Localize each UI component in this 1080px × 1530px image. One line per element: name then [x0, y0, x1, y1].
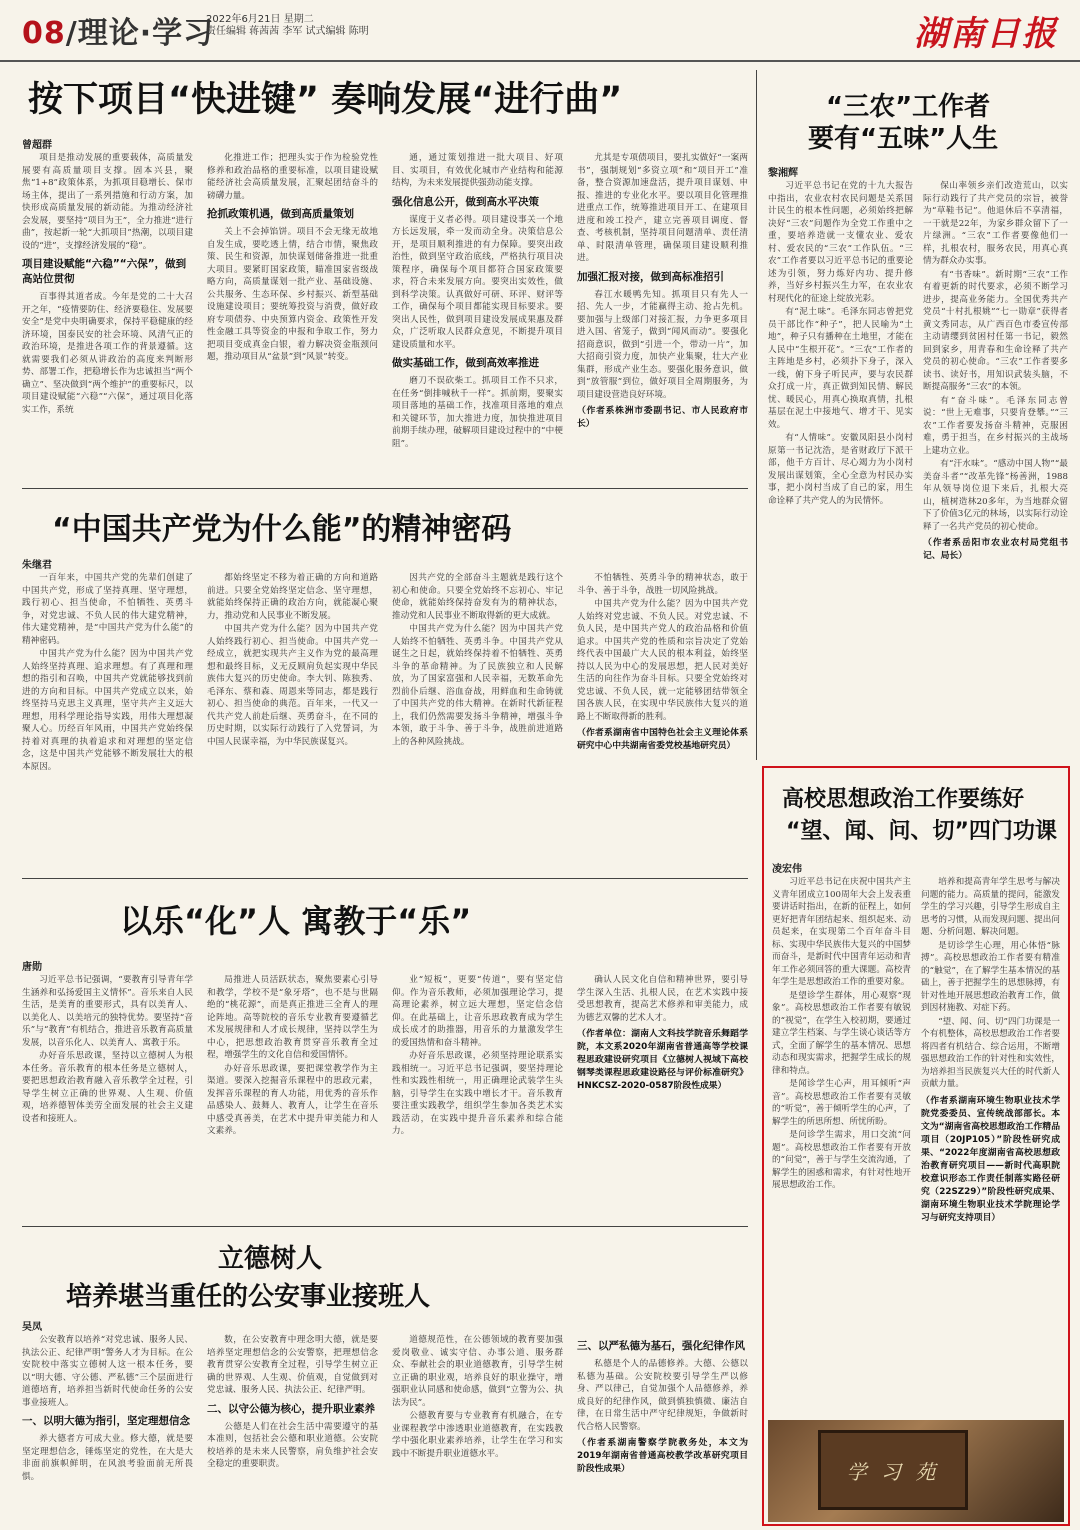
paragraph: 都始终坚定不移为着正确的方向和道路前进。只要全党始终坚定信念、坚守理想，就能始终保持正确的政治方向，就能凝心聚力，推动党和人民事业不断发展。 [207, 573, 378, 621]
article-3-col-3 [392, 572, 563, 872]
article-3-headline: “中国共产党为什么能”的精神密码 [52, 512, 512, 547]
divider [756, 70, 757, 760]
subheading: 二、以守公德为核心，提升职业素养 [207, 1402, 375, 1415]
subheading: 做实基础工作，做到高效率推进 [392, 357, 539, 369]
paragraph: 公德教育要与专业教育有机融合，在专业课程教学中渗透职业道德教育，在实践教学中强化职业素养培养，让学生在学习和实践中不断提升职业道德水平。 [392, 1411, 563, 1459]
article-1-author: 曾超群 [22, 140, 52, 151]
author-note: （作者系湖南警察学院教务处，本文为2019年湖南省普通高校教学改革研究项目阶段性成果） [577, 1438, 748, 1474]
paragraph: “望、闻、问、切”四门功课是一个有机整体，高校思想政治工作者要将四者有机结合、综合运用，不断增强思想政治工作的针对性和实效性，为培养担当民族复兴大任的时代新人贡献力量。 [921, 1016, 1060, 1089]
divider [22, 1226, 748, 1227]
article-6-col-2 [207, 1334, 378, 1524]
paragraph: 数，在公安教育中理念明大德，就是要培养坚定理想信念的公安警察，把理想信念教育贯穿公安教育全过程，引导学生树立正确的世界观、人生观、价值观，自觉做到对党忠诚、服务人民、执法公正、纪律严明。 [207, 1335, 378, 1395]
article-1-headline: 按下项目“快进键” 奏响发展“进行曲” [28, 80, 623, 120]
paragraph: 办好音乐思政课，坚持以立德树人为根本任务。音乐教育的根本任务是立德树人，要把思想政治教育融入音乐教学全过程，引导学生树立正确的世界观、人生观、价值观，培养德智体美劳全面发展的社会主义建设者和接班人。 [22, 1051, 193, 1124]
article-4-author: 凌宏伟 [772, 864, 802, 875]
paragraph: 一百年来，中国共产党的先辈们创建了中国共产党，形成了坚持真理、坚守理想，践行初心、担当使命，不怕牺牲、英勇斗争，对党忠诚、不负人民的伟大建党精神，伟大建党精神，是“中国共产党为什么能”的精神密码。 [22, 573, 193, 646]
article-4-col-2 [921, 876, 1060, 1414]
article-6-col-1 [22, 1334, 193, 1524]
paragraph: 公安教育以培养“对党忠诚、服务人民、执法公正、纪律严明”警务人才为目标。在公安院校中落实立德树人这一根本任务，要以“明大德、守公德、严私德”三个层面进行道德培育，培养担当新时代使命任务的公安事业接班人。 [22, 1335, 193, 1408]
article-3-body [22, 572, 748, 872]
paragraph: 百事得其道者成。今年是党的二十大召开之年，“疫情要防住、经济要稳住、发展要安全”是党中央明确要求，保持平稳健康的经济环境，国泰民安的社会环境、风清气正的政治环境，是推进各项工作的背景遵循。这就需要我们必须从讲政治的高度来判断形势、部署工作，把稳增长作为忠诚担当“两个确立”、坚决做到“两个维护”的重要标尺，以项目建设赋能“六稳”“六保”，通过项目化落实工作，系统 [22, 292, 193, 415]
divider [22, 878, 748, 879]
paragraph: 办好音乐思政课，必须坚持理论联系实践相统一。习近平总书记强调，要坚持理论性和实践性相统一，用正确理论武装学生头脑，引导学生在实践中增长才干。音乐教育要注重实践教学，组织学生参加各类艺术实践活动，在实践中提升音乐素养和综合能力。 [392, 1051, 563, 1136]
staff-line: 责任编辑 蒋茜茜 李军 试式编辑 陈明 [206, 26, 369, 37]
author-note: （作者系湖南省中国特色社会主义理论体系研究中心中共湖南省委党校基地研究员） [577, 728, 748, 751]
article-3-col-4 [577, 572, 748, 872]
article-2-col-2 [923, 180, 1068, 758]
subheading: 抢抓政策机遇，做到高质量策划 [207, 208, 354, 220]
paragraph: 是切诊学生心理，用心体悟“脉搏”。高校思想政治工作者要有精准的“触觉”，在了解学生基本情况的基础上，善于把握学生的思想脉搏，有针对性地开展思想政治教育工作，做到因材施教、对症下药。 [921, 940, 1060, 1013]
article-4-headline-line2: “望、闻、问、切”四门功课 [786, 819, 1057, 844]
subheading: 加强汇报对接，做到高标准招引 [577, 270, 724, 283]
article-2-body [768, 180, 1068, 758]
author-note: （作者系岳阳市农业农村局党组书记、局长） [923, 538, 1068, 561]
subheading: 三、以严私德为基石，强化纪律作风 [577, 1340, 745, 1352]
paragraph: 中国共产党为什么能？因为中国共产党人始终践行初心、担当使命。中国共产党一经成立，就把实现共产主义作为党的最高理想和最终目标，义无反顾肩负起实现中华民族伟大复兴的历史使命。李大钊、陈独秀、毛泽东、蔡和森、周恩来等同志，都是践行初心、担当使命的典范。百年来，一代又一代共产党人前赴后继、英勇奋斗，在不同的历史时期，以实际行动践行了入党誓词，为中国人民谋幸福，为中华民族谋复兴。 [207, 624, 378, 747]
paragraph: 春江水暖鸭先知。抓项目只有先人一招、先人一步，才能赢得主动、抢占先机。要加强与上级部门对接汇报，力争更多项目进入国、省笼子，做到“闻风而动”。要强化招商意识，做到“引进一个，带动一片”，加大招商引资力度，加快产业集聚，壮大产业集群，形成产业生态。要强化服务意识，做到“放管服”到位，做好项目全周期服务，为项目建设营造良好环境。 [577, 289, 748, 400]
paragraph: 谋度于义者必得。项目建设事关一个地方长远发展，牵一发而动全身。决策信息公开，是项目顺利推进的有力保障。要突出政治性，做到坚守政治底线，严格执行项目决策程序，确保每个项目都符合国家政策要求，符合未来发展方向。要突出实效性，做到科学决策。认真做好可研、环评、财评等工作，确保每个项目都能实现目标要求。要突出人民性，做到项目建设发展成果惠及群众，广泛听取人民群众意见，不断提升项目建设质量和水平。 [392, 214, 563, 350]
author-note: （作者系株洲市委副书记、市人民政府市长） [577, 406, 748, 429]
article-3-author: 朱继君 [22, 560, 52, 571]
article-2-col-1 [768, 180, 913, 758]
section-name: 理论·学习 [77, 16, 215, 51]
article-5-col-1 [22, 974, 193, 1220]
article-5-author: 唐勋 [22, 962, 42, 973]
plaque [818, 1430, 968, 1510]
subheading: 项目建设赋能“六稳”“六保”，做到高站位贯彻 [22, 258, 187, 285]
masthead [0, 0, 1080, 62]
article-4-body [772, 876, 1060, 1414]
article-5-body [22, 974, 748, 1220]
paragraph: 习近平总书记在党的十九大报告中指出，农业农村农民问题是关系国计民生的根本性问题，必须始终把解决好“三农”问题作为全党工作重中之重，要培养造就一支懂农业、爱农村、爱农民的“三农”工作队伍。“三农”工作者要以习近平总书记的重要论述为引领，努力炼好内功、提升修养，当好乡村振兴生力军，在农业农村现代化的征途上绽放光彩。 [768, 181, 913, 304]
page-section-label: 08/理论·学习 [22, 16, 215, 51]
paragraph: 中国共产党为什么能？因为中国共产党人始终对党忠诚、不负人民。对党忠诚、不负人民，是中国共产党人的政治品格和价值追求。中国共产党的性质和宗旨决定了党始终代表中国最广大人民的根本利益，始终坚持以人民为中心的发展思想，把人民对美好生活的向往作为奋斗目标。只要全党始终对党忠诚、不负人民，就一定能够团结带领全国各族人民，在实现中华民族伟大复兴的道路上不断取得新的胜利。 [577, 599, 748, 722]
paragraph: 有“汗水味”。“感动中国人物”“最美奋斗者”“改革先锋”杨善洲，1988年从领导岗位退下来后，扎根大亮山，植树造林20多年，为当地群众留下了价值3亿元的林场，以实际行动诠释了一名共产党员的初心使命。 [923, 459, 1068, 532]
subheading: 强化信息公开，做到高水平决策 [392, 195, 539, 208]
article-5-col-3 [392, 974, 563, 1220]
study-hall-photo [768, 1420, 1064, 1522]
paragraph: 有“奋斗味”。毛泽东同志曾说：“世上无难事，只要肯登攀。”“三农”工作者要发扬奋斗精神，克服困难，勇于担当，在乡村振兴的主战场上建功立业。 [923, 395, 1068, 456]
paragraph: 化推进工作；把理头实于作为检验党性修养和政治品格的重要标准，以项目建设赋能经济社会高质量发展，汇聚起团结奋斗的磅礴力量。 [207, 153, 378, 201]
paragraph: 项目是推动发展的重要载体，高质量发展要有高质量项目支撑。固本兴县，聚焦“1+8”政策体系，为抓项目稳增长、保市场主体，提出了一系列措施和行动方案，加快形成高质量发展的新动能。为推动经济社会发展，要坚持“项目为王”，全力推进“进行曲”，按起新一轮“大抓项目”热潮，以项目建设的“进”，支撑经济发展的“稳”。 [22, 153, 193, 251]
paragraph: 磨刀不误砍柴工。抓项目工作不只求，在任务“倒排喊秋千一样”。抓前期，要聚实项目落地的基础工作，找准项目落地的难点和关键环节，加大推进力度，加快推进项目前期手续办理，破解项目建设过程中的“中梗阻”。 [392, 376, 563, 449]
paragraph: 办好音乐思政课，要把课堂教学作为主渠道。要深入挖掘音乐课程中的思政元素，发挥音乐课程的育人功能，用优秀的音乐作品感染人、鼓舞人、教育人，让学生在音乐中感受真善美，在艺术中提升审美能力和人文素养。 [207, 1063, 378, 1136]
paragraph: 业“短板”，更要“传道”，要有坚定信仰。作为音乐教师，必须加强理论学习，提高理论素养，树立远大理想，坚定信念信仰。在此基础上，让音乐思政教育成为学生成长成才的助推器，用音乐的力量激发学生的爱国热情和奋斗精神。 [392, 975, 563, 1048]
paragraph: 有“泥土味”。毛泽东同志曾把党员干部比作“种子”，把人民喻为“土地”，种子只有播种在土地里，才能在人民中“生根开花”。“三农”工作者的主阵地是乡村，必须扑下身子，深入一线，俯下身子听民声，要与农民群众打成一片，真正做到知民情、解民忧、暖民心，用真心换取真情，扎根基层在泥土中接地气、增才干、见实效。 [768, 307, 913, 430]
paragraph: 培养和提高青年学生思考与解决问题的能力。高质量的提问，能激发学生的学习兴趣，引导学生形成自主思考的习惯，从而发现问题、提出问题、分析问题、解决问题。 [921, 877, 1060, 937]
article-6-author: 吴凤 [22, 1322, 42, 1333]
article-2-headline: “三农”工作者 [826, 92, 991, 122]
article-6-headline: 立德树人 [218, 1244, 323, 1274]
paragraph: 有“人情味”。安徽凤阳县小岗村原第一书记沈浩，是省财政厅下派干部，他千方百计、尽心竭力为小岗村发展出谋划策，全心全意为村民办实事，把小岗村当成了自己的家，用生命诠释了共产党人的为民情怀。 [768, 433, 913, 506]
author-note: （作者单位：湖南人文科技学院音乐舞蹈学院，本文系2020年湖南省普通高等学校课程思政建设研究项目《立德树人视域下高校钢琴类课程思政建设路径与评价标准研究》HNKCSZ-2020-0587阶段性成果） [577, 1029, 748, 1091]
article-6-col-3 [392, 1334, 563, 1524]
paragraph: 不怕牺牲、英勇斗争的精神状态，敢于斗争、善于斗争，战胜一切风险挑战。 [577, 573, 748, 596]
edition-info [206, 14, 456, 38]
page-number: 08 [22, 16, 66, 51]
article-4-headline: 高校思想政治工作要练好 [782, 787, 1025, 812]
paragraph: 因共产党的全部奋斗主题就是践行这个初心和使命。只要全党始终不忘初心、牢记使命，就能始终保持奋发有为的精神状态，推动党和人民事业不断取得新的更大成就。 [392, 573, 563, 621]
author-note: （作者系湖南环境生物职业技术学院党委委员、宣传统战部部长。本文为“湖南省高校思想政治工作精品项目（20JP105）”阶段性研究成果、“2022年度湖南省高校思想政治教育研究项目——新时代高职院校意识形态工作责任制落实路径研究（22SZ29）”阶段性研究成果、湖南环境生物职业技术学院理论学习与研究支持项目） [921, 1095, 1060, 1223]
article-1-body [22, 152, 748, 480]
paragraph: 局推进人员活跃状态，聚焦要素心引导和教学，学校不是“象牙塔”，也不是与世隔绝的“桃花源”，而是真正推进三全育人的理论阵地。高等院校的音乐专业教育要遵循艺术发展规律和人才成长规律，坚持以学生为中心，把思想政治教育贯穿音乐教育全过程，增强学生的文化自信和爱国情怀。 [207, 975, 378, 1060]
article-1-col-3 [392, 152, 563, 480]
article-2-headline-line2: 要有“五味”人生 [808, 124, 999, 154]
article-6-headline-line2: 培养堪当重任的公安事业接班人 [66, 1282, 431, 1312]
paragraph: 尤其是专项债项目，要扎实做好“一案两书”，强制规划“多资立项”和“项目开工”准备，整合资源加速盘活，提升项目谋划、申报、推进的专业化水平。要以项目化管理推进重点工作，统筹推进项目开工、在建项目进度和竣工投产，建立完善项目调度、督查、考核机制，坚持项目问题清单、责任清单、时限清单管理，确保项目建设顺利推进。 [577, 153, 748, 263]
paragraph: 有“书香味”。新时期“三农”工作有着更新的时代要求，必须不断学习进步，提高业务能力。全国优秀共产党员“十村扎根姚”“七一勋章”获得者黄文秀同志，从广西百色市委宣传部主动请缨到贫困村任第一书记，毅然回到家乡，用青春和生命诠释了共产党员的初心使命。“三农”工作者要多读书、读好书，用知识武装头脑，不断提高服务“三农”的本领。 [923, 269, 1068, 392]
paragraph: 习近平总书记强调，“要教育引导青年学生涵养和弘扬爱国主义情怀”。音乐来自人民生活，是美育的重要形式，具有以美育人、以美化人、以美培元的独特优势。要坚持“音乐”与“教育”有机结合，推进音乐教育高质量发展，以音乐化人、以美育人、寓教于乐。 [22, 975, 193, 1048]
paragraph: 确认人民文化自信和精神世界，要引导学生深入生活、扎根人民，在艺术实践中接受思想教育，提高艺术修养和审美能力，成为德艺双馨的艺术人才。 [577, 975, 748, 1023]
paragraph: 是望诊学生群体，用心观察“现象”。高校思想政治工作者要有敏锐的“视觉”，在学生入校初期，要通过建立学生档案、与学生谈心谈话等方式，全面了解学生的基本情况、思想动态和现实需求，把握学生成长的规律和特点。 [772, 990, 911, 1076]
article-3-col-1 [22, 572, 193, 872]
paragraph: 是问诊学生需求，用口交流“问题”。高校思想政治工作者要有开放的“问觉”，善于与学生交流沟通，了解学生的困惑和需求，有针对性地开展思想政治工作。 [772, 1130, 911, 1190]
subheading: 一、以明大德为指引，坚定理想信念 [22, 1415, 190, 1427]
article-5-col-2 [207, 974, 378, 1220]
article-5-col-4 [577, 974, 748, 1220]
paragraph: 习近平总书记在庆祝中国共产主义青年团成立100周年大会上发表重要讲话时指出，在新的征程上，如何更好把青年团结起来、组织起来、动员起来，在实现第二个百年奋斗目标、实现中华民族伟大复兴的中国梦而奋斗，是新时代中国青年运动和青年工作必须回答的重大课题。高校青年学生是思想政治工作的重要对象。 [772, 877, 911, 987]
newspaper-logo: 湖南日报 [914, 14, 1058, 54]
article-6-body [22, 1334, 748, 1524]
paragraph: 私德是个人的品德修养。大德、公德以私德为基础。公安院校要引导学生严以修身、严以律己，自觉加强个人品德修养，养成良好的纪律作风，做到慎独慎微、廉洁自律，在日常生活中严守纪律规矩，争做新时代合格人民警察。 [577, 1359, 748, 1432]
article-6-col-4 [577, 1334, 748, 1524]
plaque-text: 学 习 苑 [846, 1459, 940, 1484]
issue-date: 2022年6月21日 星期二 [206, 14, 314, 25]
paragraph: 养大德者方可成大业。修大德，就是要坚定理想信念，锤炼坚定的党性，在大是大非面前旗帜鲜明，在风浪考验面前无所畏惧。 [22, 1434, 193, 1482]
article-3-col-2 [207, 572, 378, 872]
paragraph: 是闻诊学生心声，用耳倾听“声音”。高校思想政治工作者要有灵敏的“听觉”，善于倾听学生的心声，了解学生的所思所想、所忧所盼。 [772, 1079, 911, 1127]
paragraph: 通，通过策划推进一批大项目、好项目、实项目，有效优化城市产业结构和能源结构，为未来发展提供强劲动能支撑。 [392, 153, 563, 188]
paragraph: 中国共产党为什么能？因为中国共产党人始终坚持真理、追求理想。有了真理和理想的指引和召唤，中国共产党就能够找到前进的方向和目标。中国共产党成立以来，始终坚持马克思主义真理，坚守共产主义远大理想，用科学理论指导实践，用伟大理想凝聚人心。历经百年风雨，中国共产党始终保持着对真理的执着追求和对理想的坚定信念，这是中国共产党能够不断发展壮大的根本原因。 [22, 649, 193, 772]
paragraph: 关上不会掉馅饼。项目不会无缘无故地自发生成，要吃透上情，结合市情，聚焦政策、民生和资源，加快谋划储备推进一批重大项目。要紧盯国家政策，瞄准国家省级战略方向，高质量谋划一批产业、基础设施、公共服务、生态环保、乡村振兴、新型基础设施建设项目；要统筹投资与消费，做好政府专项债券、中央预算内资金、政策性开发性金融工具等资金的申报和争取工作，努力把项目变成真金白银，着力解决资金瓶颈问题，推动项目从“盆景”到“风景”转变。 [207, 227, 378, 362]
article-2-author: 黎湘辉 [768, 168, 798, 179]
article-1-col-2 [207, 152, 378, 480]
paragraph: 公德是人们在社会生活中需要遵守的基本准则，包括社会公德和职业道德。公安院校培养的是未来人民警察，肩负维护社会安全稳定的重要职责。 [207, 1421, 378, 1469]
article-1-col-4 [577, 152, 748, 480]
paragraph: 中国共产党为什么能？因为中国共产党人始终不怕牺牲、英勇斗争。中国共产党从诞生之日起，就始终保持着不怕牺牲、英勇斗争的革命精神。为了民族独立和人民解放，为了国家富强和人民幸福，无数革命先烈前仆后继、浴血奋战，用鲜血和生命铸就了中国共产党的伟大精神。在新时代新征程上，我们仍然需要发扬斗争精神，增强斗争本领，敢于斗争、善于斗争，战胜前进道路上的各种风险挑战。 [392, 624, 563, 747]
article-1-col-1 [22, 152, 193, 480]
paragraph: 保山率领乡亲们改造荒山，以实际行动践行了共产党员的宗旨，被誉为“草鞋书记”。他退休后不享清福，一干就是22年，为家乡群众留下了一片绿洲。“三农”工作者要像他们一样，扎根农村，服务农民，用真心真情为群众办实事。 [923, 181, 1068, 266]
article-5-headline: 以乐“化”人 寓教于“乐” [120, 902, 472, 940]
divider [22, 488, 748, 489]
article-4-col-1 [772, 876, 911, 1414]
paragraph: 道德规范性，在公德领域的教育要加强爱岗敬业、诚实守信、办事公道、服务群众、奉献社会的职业道德教育，引导学生树立正确的职业观，培养良好的职业操守，增强职业认同感和使命感，做到“立警为公、执法为民”。 [392, 1335, 563, 1408]
